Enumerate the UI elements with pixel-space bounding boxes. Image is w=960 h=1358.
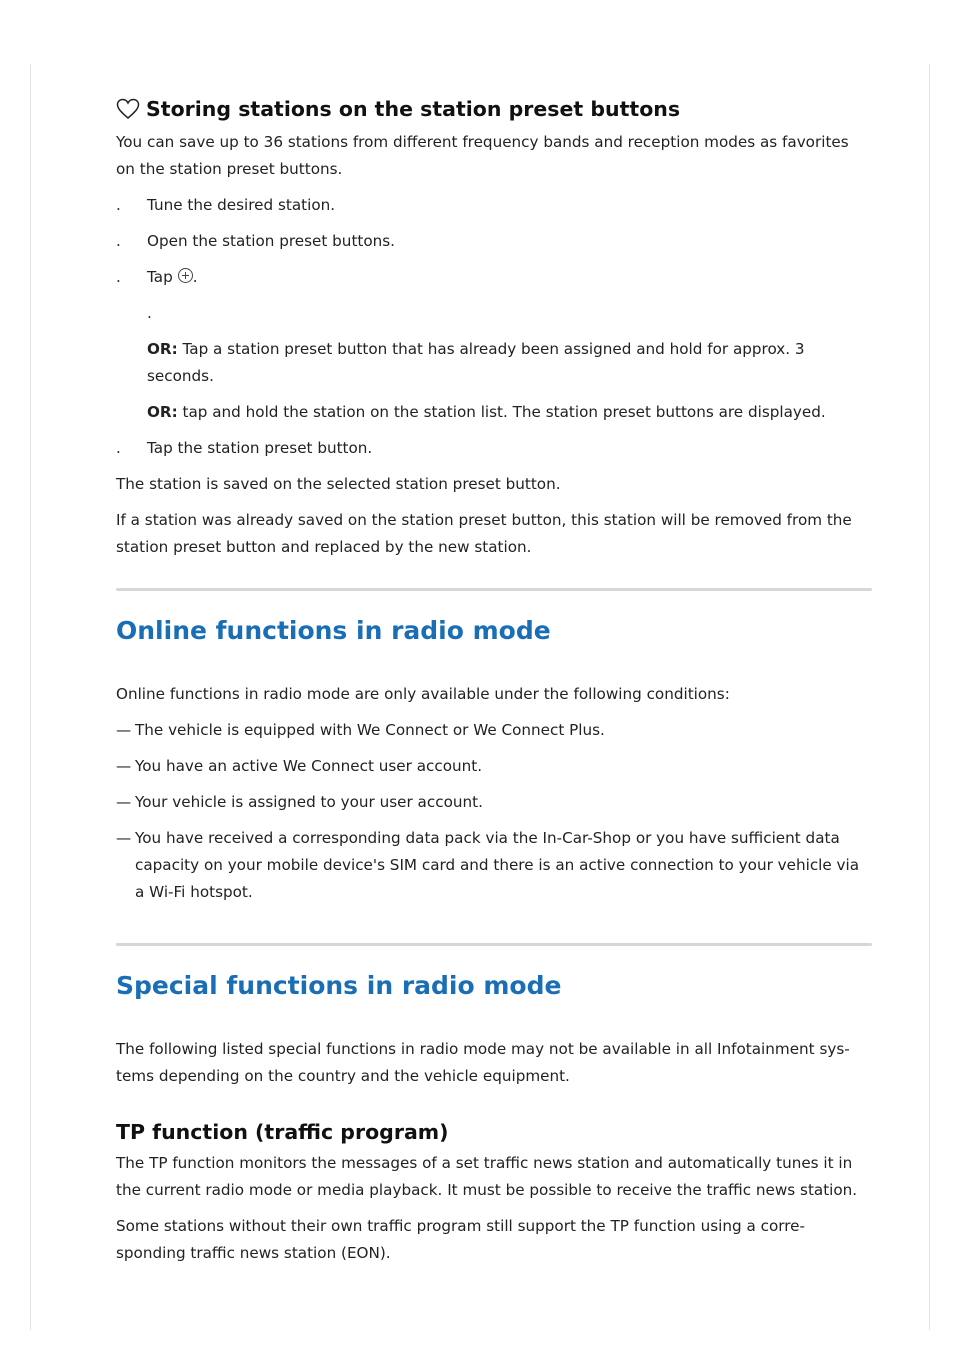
tp-function-heading: TP function (traffic program) — [116, 1120, 449, 1144]
result-text-2: If a station was already saved on the station preset button, this station will be removed from the station preset button and replaced by the new station. — [116, 511, 852, 556]
add-circle-icon — [178, 268, 193, 283]
step-item — [116, 264, 872, 291]
online-intro: Online functions in radio mode are only available under the following conditions: — [116, 685, 730, 703]
sub-dot: . — [147, 304, 152, 322]
section-divider — [116, 588, 872, 591]
list-item-text: Your vehicle is assigned to your user account. — [135, 793, 483, 811]
section-divider — [116, 943, 872, 946]
special-intro: The following listed special functions in radio mode may not be available in all Infotainment sys- tems depending on the country and the vehicle equipment. — [116, 1040, 850, 1085]
special-functions-heading: Special functions in radio mode — [116, 971, 562, 1000]
list-item-text: You have an active We Connect user account. — [135, 757, 483, 775]
dash-bullet: — — [116, 829, 132, 847]
heart-icon — [116, 98, 140, 120]
list-item — [116, 753, 872, 780]
step-text: Tune the desired station. — [147, 196, 336, 214]
step-item — [116, 192, 872, 219]
dash-bullet: — — [116, 721, 132, 739]
storing-stations-heading — [116, 92, 872, 126]
list-item — [116, 789, 872, 816]
or-label: OR: — [147, 340, 178, 358]
step-bullet: . — [116, 439, 121, 457]
dash-bullet: — — [116, 793, 132, 811]
storing-steps — [116, 192, 872, 462]
step-suffix: . — [192, 268, 198, 286]
list-item — [116, 825, 872, 906]
list-item-text: You have received a corresponding data pack via the In-Car-Shop or you have sufficient data capacity on your mobile device's SIM card and there is an active connection to your vehicle via a Wi-Fi hotspot. — [135, 829, 860, 901]
step-item — [116, 435, 872, 462]
step-bullet: . — [116, 232, 121, 250]
list-item-text: The vehicle is equipped with We Connect or We Connect Plus. — [135, 721, 605, 739]
storing-intro: You can save up to 36 stations from different frequency bands and reception modes as favorites on the station preset buttons. — [116, 133, 849, 178]
step-item — [116, 228, 872, 255]
alternative-1-text: Tap a station preset button that has already been assigned and hold for approx. 3 seconds. — [147, 340, 805, 385]
step-text: Open the station preset buttons. — [147, 232, 396, 250]
step-text: Tap — [147, 268, 173, 286]
storing-stations-heading-text: Storing stations on the station preset buttons — [146, 97, 681, 121]
alternative-1 — [147, 336, 872, 390]
result-text-1: The station is saved on the selected station preset button. — [116, 475, 561, 493]
online-functions-heading: Online functions in radio mode — [116, 616, 551, 645]
page-content — [116, 92, 872, 1267]
list-item — [116, 717, 872, 744]
alternative-2-text: tap and hold the station on the station list. The station preset buttons are displayed. — [182, 403, 826, 421]
step-text: Tap the station preset button. — [147, 439, 373, 457]
step-alternatives — [116, 300, 872, 426]
alternative-2 — [147, 399, 872, 426]
tp-paragraph-1: The TP function monitors the messages of a set traffic news station and automatically tunes it in the current radio mode or media playback. It must be possible to receive the traffic news station. — [116, 1154, 858, 1199]
page-border-left — [30, 64, 31, 1330]
conditions-list — [116, 717, 872, 906]
dash-bullet: — — [116, 757, 132, 775]
page-border-right — [929, 64, 930, 1330]
or-label: OR: — [147, 403, 178, 421]
step-bullet: . — [116, 196, 121, 214]
step-bullet: . — [116, 268, 121, 286]
tp-paragraph-2: Some stations without their own traffic program still support the TP function using a corre- sponding traffic news station (EON). — [116, 1217, 805, 1262]
